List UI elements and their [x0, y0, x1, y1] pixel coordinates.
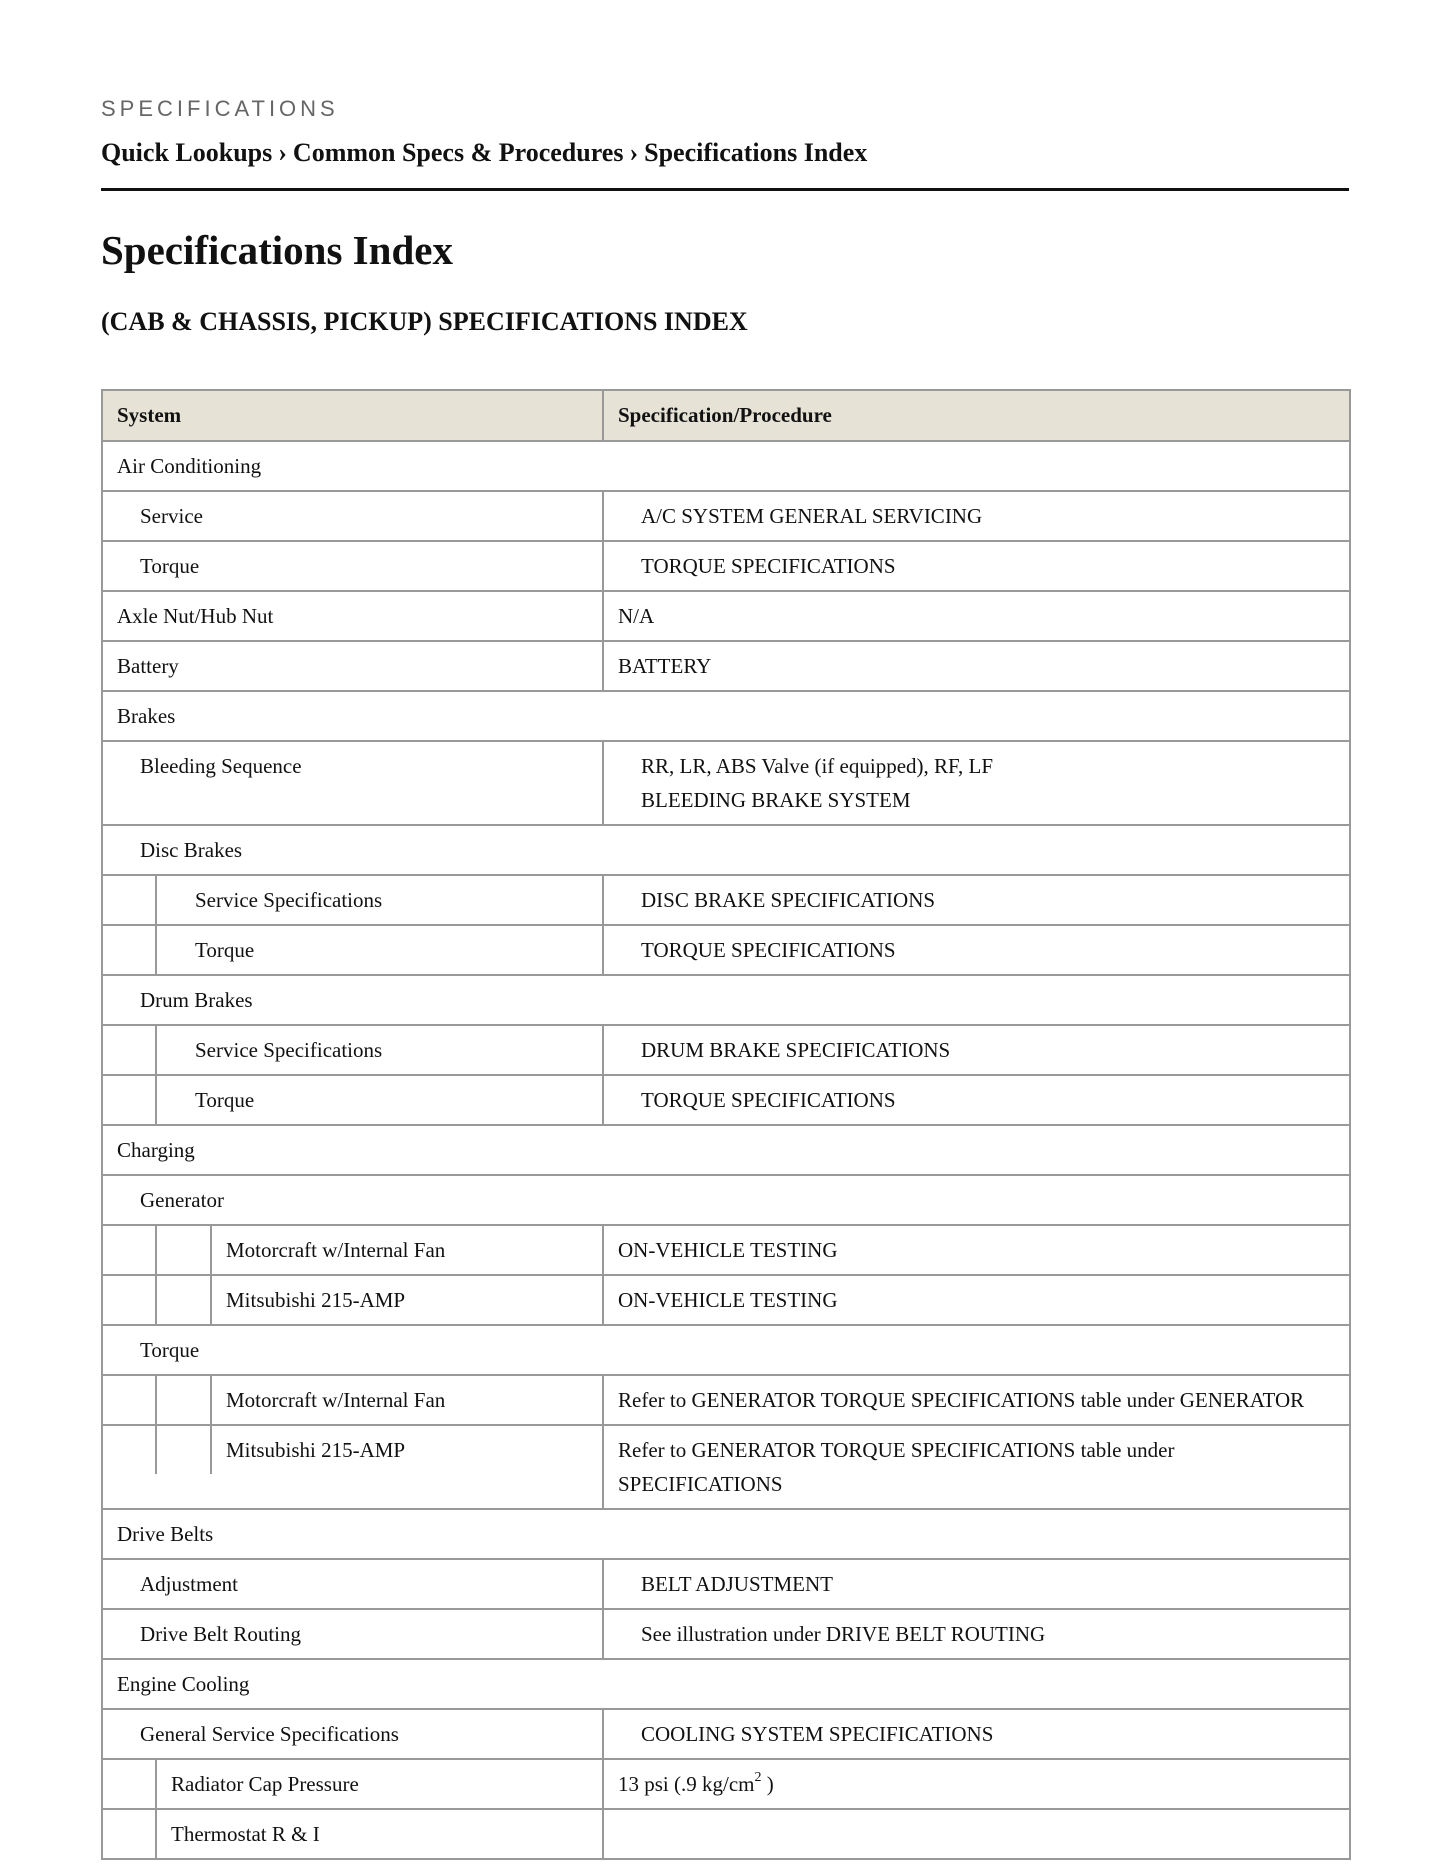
group-heading-label: Drum Brakes: [140, 988, 253, 1012]
group-heading-label: Brakes: [117, 704, 176, 728]
indent-gutter: [103, 1760, 157, 1808]
system-label: Service Specifications: [195, 888, 383, 912]
system-cell: [102, 1375, 603, 1425]
table-row: [102, 541, 1350, 591]
system-label: Motorcraft w/Internal Fan: [226, 1388, 446, 1412]
table-row: [102, 641, 1350, 691]
system-label: Drive Belt Routing: [140, 1622, 301, 1646]
specification-cell: [603, 1559, 1350, 1609]
column-header-system: System: [102, 390, 603, 441]
group-heading-cell: [102, 825, 1350, 875]
system-label: Mitsubishi 215-AMP: [226, 1288, 406, 1312]
spec-procedure-link[interactable]: DISC BRAKE SPECIFICATIONS: [641, 888, 936, 912]
table-row: [102, 1175, 1350, 1225]
system-cell: [102, 1275, 603, 1325]
group-heading-cell: [102, 975, 1350, 1025]
spec-text: Refer to GENERATOR TORQUE SPECIFICATIONS table under: [618, 1438, 1175, 1462]
table-row: [102, 1709, 1350, 1759]
page-title: Specifications Index: [101, 227, 453, 273]
system-label: Torque: [195, 938, 255, 962]
specification-cell: [603, 1225, 1350, 1275]
breadcrumb: [101, 138, 867, 168]
indent-gutter: [103, 1376, 157, 1424]
system-cell: [102, 925, 603, 975]
breadcrumb-specifications-index: Specifications Index: [644, 138, 868, 167]
spec-procedure-link[interactable]: ON-VEHICLE TESTING: [618, 1238, 838, 1262]
system-cell: [102, 875, 603, 925]
table-row: [102, 1125, 1350, 1175]
table-row: [102, 1025, 1350, 1075]
table-row: [102, 1075, 1350, 1125]
specification-cell: [603, 541, 1350, 591]
specification-cell: [603, 875, 1350, 925]
specification-cell: [603, 1375, 1350, 1425]
indent-gutter: [157, 1276, 212, 1324]
specification-cell: [603, 925, 1350, 975]
table-row: [102, 875, 1350, 925]
indent-gutter: [157, 1226, 212, 1274]
table-row: [102, 1809, 1350, 1859]
table-row: [102, 441, 1350, 491]
system-cell: [102, 1075, 603, 1125]
table-row: [102, 1559, 1350, 1609]
system-cell: [102, 641, 603, 691]
spec-procedure-link[interactable]: TORQUE SPECIFICATIONS: [641, 554, 896, 578]
spec-text: SPECIFICATIONS: [618, 1472, 783, 1496]
specifications-table: [101, 389, 1351, 1860]
spec-superscript: 2: [754, 1770, 762, 1785]
specification-cell: [603, 1809, 1350, 1859]
system-label: Mitsubishi 215-AMP: [226, 1438, 406, 1462]
group-heading-label: Charging: [117, 1138, 195, 1162]
specification-cell: [603, 1709, 1350, 1759]
system-cell: [102, 541, 603, 591]
system-cell: [102, 491, 603, 541]
spec-procedure-link[interactable]: BLEEDING BRAKE SYSTEM: [641, 788, 911, 812]
specification-cell: [603, 1025, 1350, 1075]
page-subtitle: (CAB & CHASSIS, PICKUP) SPECIFICATIONS INDEX: [101, 307, 748, 336]
spec-text: See illustration under DRIVE BELT ROUTING: [641, 1622, 1046, 1646]
system-cell: [102, 1809, 603, 1859]
spec-procedure-link[interactable]: A/C SYSTEM GENERAL SERVICING: [641, 504, 983, 528]
spec-procedure-link[interactable]: DRUM BRAKE SPECIFICATIONS: [641, 1038, 951, 1062]
indent-gutter: [103, 876, 157, 924]
indent-gutter: [103, 1810, 157, 1858]
table-row: [102, 491, 1350, 541]
spec-procedure-link[interactable]: TORQUE SPECIFICATIONS: [641, 1088, 896, 1112]
system-cell: [102, 1709, 603, 1759]
specification-cell: [603, 1759, 1350, 1809]
group-heading-label: Generator: [140, 1188, 224, 1212]
group-heading-cell: [102, 1325, 1350, 1375]
system-cell: [102, 1759, 603, 1809]
specification-cell: [603, 1275, 1350, 1325]
table-row: [102, 741, 1350, 825]
table-row: [102, 1425, 1350, 1509]
indent-gutter: [157, 1376, 212, 1424]
breadcrumb-separator: ›: [278, 138, 287, 167]
spec-procedure-link[interactable]: TORQUE SPECIFICATIONS: [641, 938, 896, 962]
group-heading-cell: [102, 1175, 1350, 1225]
indent-gutter: [103, 1026, 157, 1074]
table-header-row: [102, 390, 1350, 441]
system-label: Bleeding Sequence: [140, 754, 302, 778]
system-label: Motorcraft w/Internal Fan: [226, 1238, 446, 1262]
group-heading-label: Drive Belts: [117, 1522, 214, 1546]
group-heading-label: Air Conditioning: [117, 454, 262, 478]
indent-gutter: [103, 1076, 157, 1124]
system-label: General Service Specifications: [140, 1722, 399, 1746]
specification-cell: [603, 1425, 1350, 1509]
system-label: Thermostat R & I: [171, 1822, 320, 1846]
group-heading-cell: [102, 1125, 1350, 1175]
indent-gutter: [103, 1226, 157, 1274]
table-row: [102, 1375, 1350, 1425]
specification-cell: [603, 591, 1350, 641]
table-row: [102, 925, 1350, 975]
spec-value: 13 psi (.9 kg/cm: [618, 1772, 755, 1796]
group-heading-cell: [102, 691, 1350, 741]
group-heading-cell: [102, 1509, 1350, 1559]
spec-procedure-link[interactable]: ON-VEHICLE TESTING: [618, 1288, 838, 1312]
table-row: [102, 1275, 1350, 1325]
system-label: Adjustment: [140, 1572, 238, 1596]
indent-gutter: [103, 1276, 157, 1324]
table-row: [102, 825, 1350, 875]
system-cell: [102, 1609, 603, 1659]
table-row: [102, 691, 1350, 741]
breadcrumb-quick-lookups[interactable]: Quick Lookups: [101, 138, 273, 167]
spec-text: RR, LR, ABS Valve (if equipped), RF, LF: [641, 754, 994, 778]
table-row: [102, 1325, 1350, 1375]
table-row: [102, 1609, 1350, 1659]
spec-value-suffix: ): [761, 1772, 774, 1796]
indent-gutter: [103, 1426, 157, 1474]
system-cell: [102, 1225, 603, 1275]
indent-gutter: [157, 1426, 212, 1474]
table-row: [102, 975, 1350, 1025]
breadcrumb-separator: ›: [629, 138, 639, 167]
specification-cell: [603, 1075, 1350, 1125]
spec-text: Refer to GENERATOR TORQUE SPECIFICATIONS table under GENERATOR: [618, 1388, 1305, 1412]
spec-text: N/A: [618, 604, 655, 628]
group-heading-cell: [102, 441, 1350, 491]
system-label: Axle Nut/Hub Nut: [117, 604, 274, 628]
system-label: Service Specifications: [195, 1038, 383, 1062]
system-cell: [102, 1559, 603, 1609]
group-heading-cell: [102, 1659, 1350, 1709]
specification-cell: [603, 741, 1350, 825]
section-label: SPECIFICATIONS: [101, 96, 339, 121]
system-cell: [102, 1425, 603, 1509]
system-label: Battery: [117, 654, 179, 678]
system-label: Torque: [195, 1088, 255, 1112]
group-heading-label: Torque: [140, 1338, 200, 1362]
header-divider: [101, 188, 1349, 191]
table-row: [102, 591, 1350, 641]
system-label: Radiator Cap Pressure: [171, 1772, 359, 1796]
table-row: [102, 1659, 1350, 1709]
table-row: [102, 1759, 1350, 1809]
table-body: [102, 441, 1350, 1859]
system-cell: [102, 591, 603, 641]
system-label: Torque: [140, 554, 200, 578]
system-cell: [102, 1025, 603, 1075]
system-cell: [102, 741, 603, 825]
breadcrumb-common-specs[interactable]: Common Specs & Procedures: [292, 138, 624, 167]
group-heading-label: Engine Cooling: [117, 1672, 250, 1696]
specification-cell: [603, 641, 1350, 691]
group-heading-label: Disc Brakes: [140, 838, 243, 862]
specification-cell: [603, 1609, 1350, 1659]
system-label: Service: [140, 504, 203, 528]
spec-procedure-link[interactable]: BATTERY: [618, 654, 712, 678]
table-row: [102, 1509, 1350, 1559]
column-header-specification: Specification/Procedure: [603, 390, 1350, 441]
table-row: [102, 1225, 1350, 1275]
specification-cell: [603, 491, 1350, 541]
spec-procedure-link[interactable]: BELT ADJUSTMENT: [641, 1572, 833, 1596]
indent-gutter: [103, 926, 157, 974]
spec-procedure-link[interactable]: COOLING SYSTEM SPECIFICATIONS: [641, 1722, 994, 1746]
